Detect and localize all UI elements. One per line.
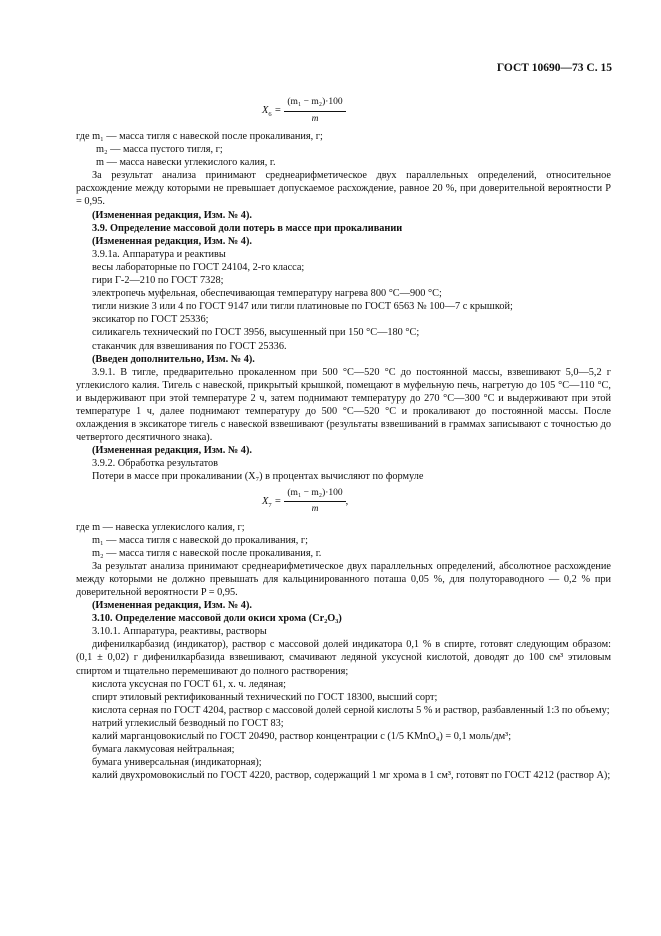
def-m1: m₁ — масса тигля с навеской до прокаливания, г;: [92, 534, 308, 546]
loss-formula-intro: Потери в массе при прокаливании (X₇) в процентах вычисляют по формуле: [92, 471, 424, 483]
amend-note-4: (Измененная редакция, Изм. № 4).: [92, 600, 252, 612]
equipment-item: силикагель технический по ГОСТ 3956, высушенный при 150 °С—180 °С;: [92, 327, 420, 339]
section-3-9-heading: 3.9. Определение массовой доли потерь в массе при прокаливании: [92, 222, 403, 234]
section-3-9-1: 3.9.1. В тигле, предварительно прокаленном при 500 °С—520 °С до постоянной массы, взвешивают 5,0—5,2 г углекислого калия. Тигель с навеской, прикрытый крышкой, помещают в муфельную печь, нагретую до 105 °С—110 °С, и выдерживают при этой температуре 2 ч, затем поднимают температуру до 270 °С—300 °С и выдерживают при этой температуре 1 ч, далее поднимают температуру до 500 °С—520 °С и прокаливают до постоянной массы. После охлаждения в эксикаторе тигель с навеской взвешивают (результаты взвешиваний в граммах записывают с точностью до четвертого десятичного знака).: [76, 366, 611, 444]
reagent-item: натрий углекислый безводный по ГОСТ 83;: [92, 717, 284, 729]
def-m2: m₂ — масса пустого тигля, г;: [96, 144, 223, 156]
reagent-item: бумага лакмусовая нейтральная;: [92, 744, 235, 756]
amend-note-2: (Измененная редакция, Изм. № 4).: [92, 235, 252, 247]
section-3-9-2: 3.9.2. Обработка результатов: [92, 458, 219, 470]
formula-fraction: [284, 96, 345, 125]
reagent-item: калий двухромовокислый по ГОСТ 4220, раствор, содержащий 1 мг хрома в 1 см³, готовят по ГОСТ 4212 (раствор А);: [92, 770, 611, 782]
formula-lhs: $X_7$ =: [262, 495, 282, 510]
amend-note-3: (Измененная редакция, Изм. № 4).: [92, 445, 252, 457]
equipment-item: стаканчик для взвешивания по ГОСТ 25336.: [92, 340, 287, 352]
document-body: [76, 56, 611, 782]
section-3-9-1a: 3.9.1а. Аппаратура и реактивы: [92, 248, 226, 260]
formula-tail: ,: [345, 495, 349, 507]
amend-note-1: (Измененная редакция, Изм. № 4).: [92, 209, 252, 221]
formula-lhs: $X_6$ =: [262, 105, 282, 119]
reagent-item: кислота уксусная по ГОСТ 61, х. ч. ледяная;: [92, 678, 286, 690]
reagent-item: кислота серная по ГОСТ 4204, раствор с массовой долей серной кислоты 5 % и раствор, разбавленный 1:3 по объему;: [92, 704, 610, 716]
formula-denominator: m: [311, 113, 319, 124]
equipment-item: тигли низкие 3 или 4 по ГОСТ 9147 или тигли платиновые по ГОСТ 6563 № 100—7 с крышкой;: [92, 301, 513, 313]
where-m1: где m₁ — масса тигля с навеской после прокаливания, г;: [76, 131, 323, 142]
formula-denominator: m: [311, 504, 319, 515]
where-m: где m — навеска углекислого калия, г;: [76, 521, 245, 533]
equipment-item: электропечь муфельная, обеспечивающая температуру нагрева 800 °С—900 °С;: [92, 288, 442, 300]
def-m2: m₂ — масса тигля с навеской после прокаливания, г.: [92, 547, 322, 559]
result-paragraph-2: За результат анализа принимают среднеарифметическое двух параллельных определений, абсолютное расхождение между которыми не должно превышать для кальцинированного поташа 0,05 %, для полутораводного — 0,2 % при доверительной вероятности P = 0,95.: [76, 560, 611, 598]
reagent-item: калий марганцовокислый по ГОСТ 20490, раствор концентрации c (1/5 KMnO₄) = 0,1 моль/дм³;: [92, 731, 512, 743]
formula-numerator: (m₁ − m₂)·100: [284, 487, 345, 502]
formula-x6: [262, 96, 611, 126]
page-header: ГОСТ 10690—73 С. 15: [496, 62, 612, 74]
formula-fraction: [284, 487, 345, 516]
diphenylcarbazide-paragraph: дифенилкарбазид (индикатор), раствор с массовой долей индикатора 0,1 % в спирте, готовят следующим образом: (0,1 ± 0,02) г дифенилкарбазида взвешивают, смачивают ледяной уксусной кислотой, доводят до 100 см³ этиловым спиртом и тщательно перемешивают до полного растворения;: [76, 639, 611, 677]
section-3-10-1: 3.10.1. Аппаратура, реактивы, растворы: [92, 626, 267, 638]
equipment-item: гири Г-2—210 по ГОСТ 7328;: [92, 275, 224, 287]
equipment-item: весы лабораторные по ГОСТ 24104, 2-го класса;: [92, 261, 305, 273]
formula-x7: [262, 487, 611, 517]
added-note: (Введен дополнительно, Изм. № 4).: [92, 353, 255, 365]
def-m: m — масса навески углекислого калия, г.: [96, 157, 276, 169]
formula-numerator: (m₁ − m₂)·100: [284, 96, 345, 111]
reagent-item: бумага универсальная (индикаторная);: [92, 757, 262, 769]
result-paragraph-1: За результат анализа принимают среднеарифметическое двух параллельных определений, относительное расхождение между которыми не превышает допускаемое расхождение, равное 20 %, при доверительной вероятности P = 0,95.: [76, 170, 611, 208]
section-3-10-heading: 3.10. Определение массовой доли окиси хрома (Cr₂O₃): [92, 613, 342, 625]
reagent-item: спирт этиловый ректификованный технический по ГОСТ 18300, высший сорт;: [92, 691, 438, 703]
equipment-item: эксикатор по ГОСТ 25336;: [92, 314, 209, 326]
